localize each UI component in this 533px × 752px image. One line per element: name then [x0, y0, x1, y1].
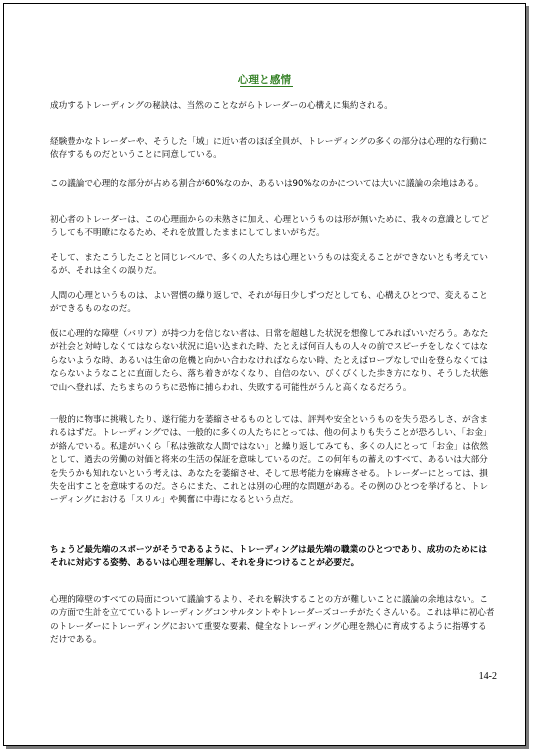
paragraph-7: 仮に心理的な障壁（バリア）が持つ力を信じない者は、日常を超越した状況を想像してみればいいだろう。あなたが社会と対峙しなくてはならない状況に追い込まれた時、たとえば何百人もの人々の前でスピーチをしなくてはならないような時、あるいは生命の危機と向かい合わなければならない時、たとえばロープなしで山を登らなくてはならないようなことに直面したら、落ち着きがなくなり、自信のない、びくびくした歩き方になり、そうした状態で山へ登れば、たちまちのうちに恐怖に捕らわれ、失敗する可能性がうんと高くなるだろう。 — [50, 329, 489, 393]
page-title: 心理と感情 — [237, 74, 292, 86]
paragraph-3: この議論で心理的な部分が占める割合が60%なのか、あるいは90%なのかについては大いに議論の余地はある。 — [50, 179, 484, 189]
paragraph-9: ちょうど最先端のスポーツがそうであるように、トレーディングは最先端の職業のひとつであり、成功のためにはそれに対応する姿勢、あるいは心理を理解し、それを身につけることが必要だ。 — [50, 545, 487, 569]
page-number: 14-2 — [478, 671, 497, 682]
paragraph-6: 人間の心理というものは、よい習慣の繰り返しで、それが毎日少しずつだとしても、心構えひとつで、変えることができるものなのだ。 — [50, 291, 488, 315]
paragraph-1: 成功するトレーディングの秘訣は、当然のことながらトレーダーの心構えに集約される。 — [50, 101, 393, 111]
title-underline — [240, 86, 293, 87]
document-page — [3, 3, 526, 746]
paragraph-5: そして、またこうしたことと同じレベルで、多くの人たちは心理というものは変えることができないとも考えているが、それは全くの誤りだ。 — [50, 253, 488, 277]
paragraph-10: 心理的障壁のすべての局面について議論するより、それを解決することの方が難しいことに議論の余地はない。この方面で生計を立てているトレーディングコンサルタントやトレーダーズコーチがたくさんいる。これは単に初心者のトレーダーにトレーディングにおいて重要な要素、健全なトレーディング心理を熱心に育成するように指導するだけである。 — [50, 595, 495, 646]
paragraph-8: 一般的に物事に挑戦したり、遂行能力を萎縮させるものとしては、評判や安全というものを失う恐ろしさ、が含まれるはずだ。トレーディングでは、一般的に多くの人たちにとっては、他の何よりも失うことが恐ろしい、「お金」が絡んでいる。私達がいくら「私は強欲な人間ではない」と繰り返してみても、多くの人にとって「お金」は依然として、過去の労働の対価と将来の生活の保証を意味しているのだ。この何年もの蓄えのすべて、あるいは大部分を失うかも知れないという考えは、あなたを萎縮させ、そして思考能力を麻痺させる。トレーダーにとっては、損失を出すことを意味するのだ。さらにまた、これとは別の心理的な問題がある。その例のひとつを挙げると、トレーディングにおける「スリル」や興奮に中毒になるという点だ。 — [50, 415, 492, 506]
paragraph-2: 経験豊かなトレーダーや、そうした「域」に近い者のほぼ全員が、トレーディングの多くの部分は心理的な行動に依存するものだということに同意している。 — [50, 137, 488, 161]
paragraph-4: 初心者のトレーダーは、この心理面からの未熟さに加え、心理というものは形が無いために、我々の意識としてどうしても不明瞭になるため、それを放置したままにしてしまいがちだ。 — [50, 215, 489, 239]
